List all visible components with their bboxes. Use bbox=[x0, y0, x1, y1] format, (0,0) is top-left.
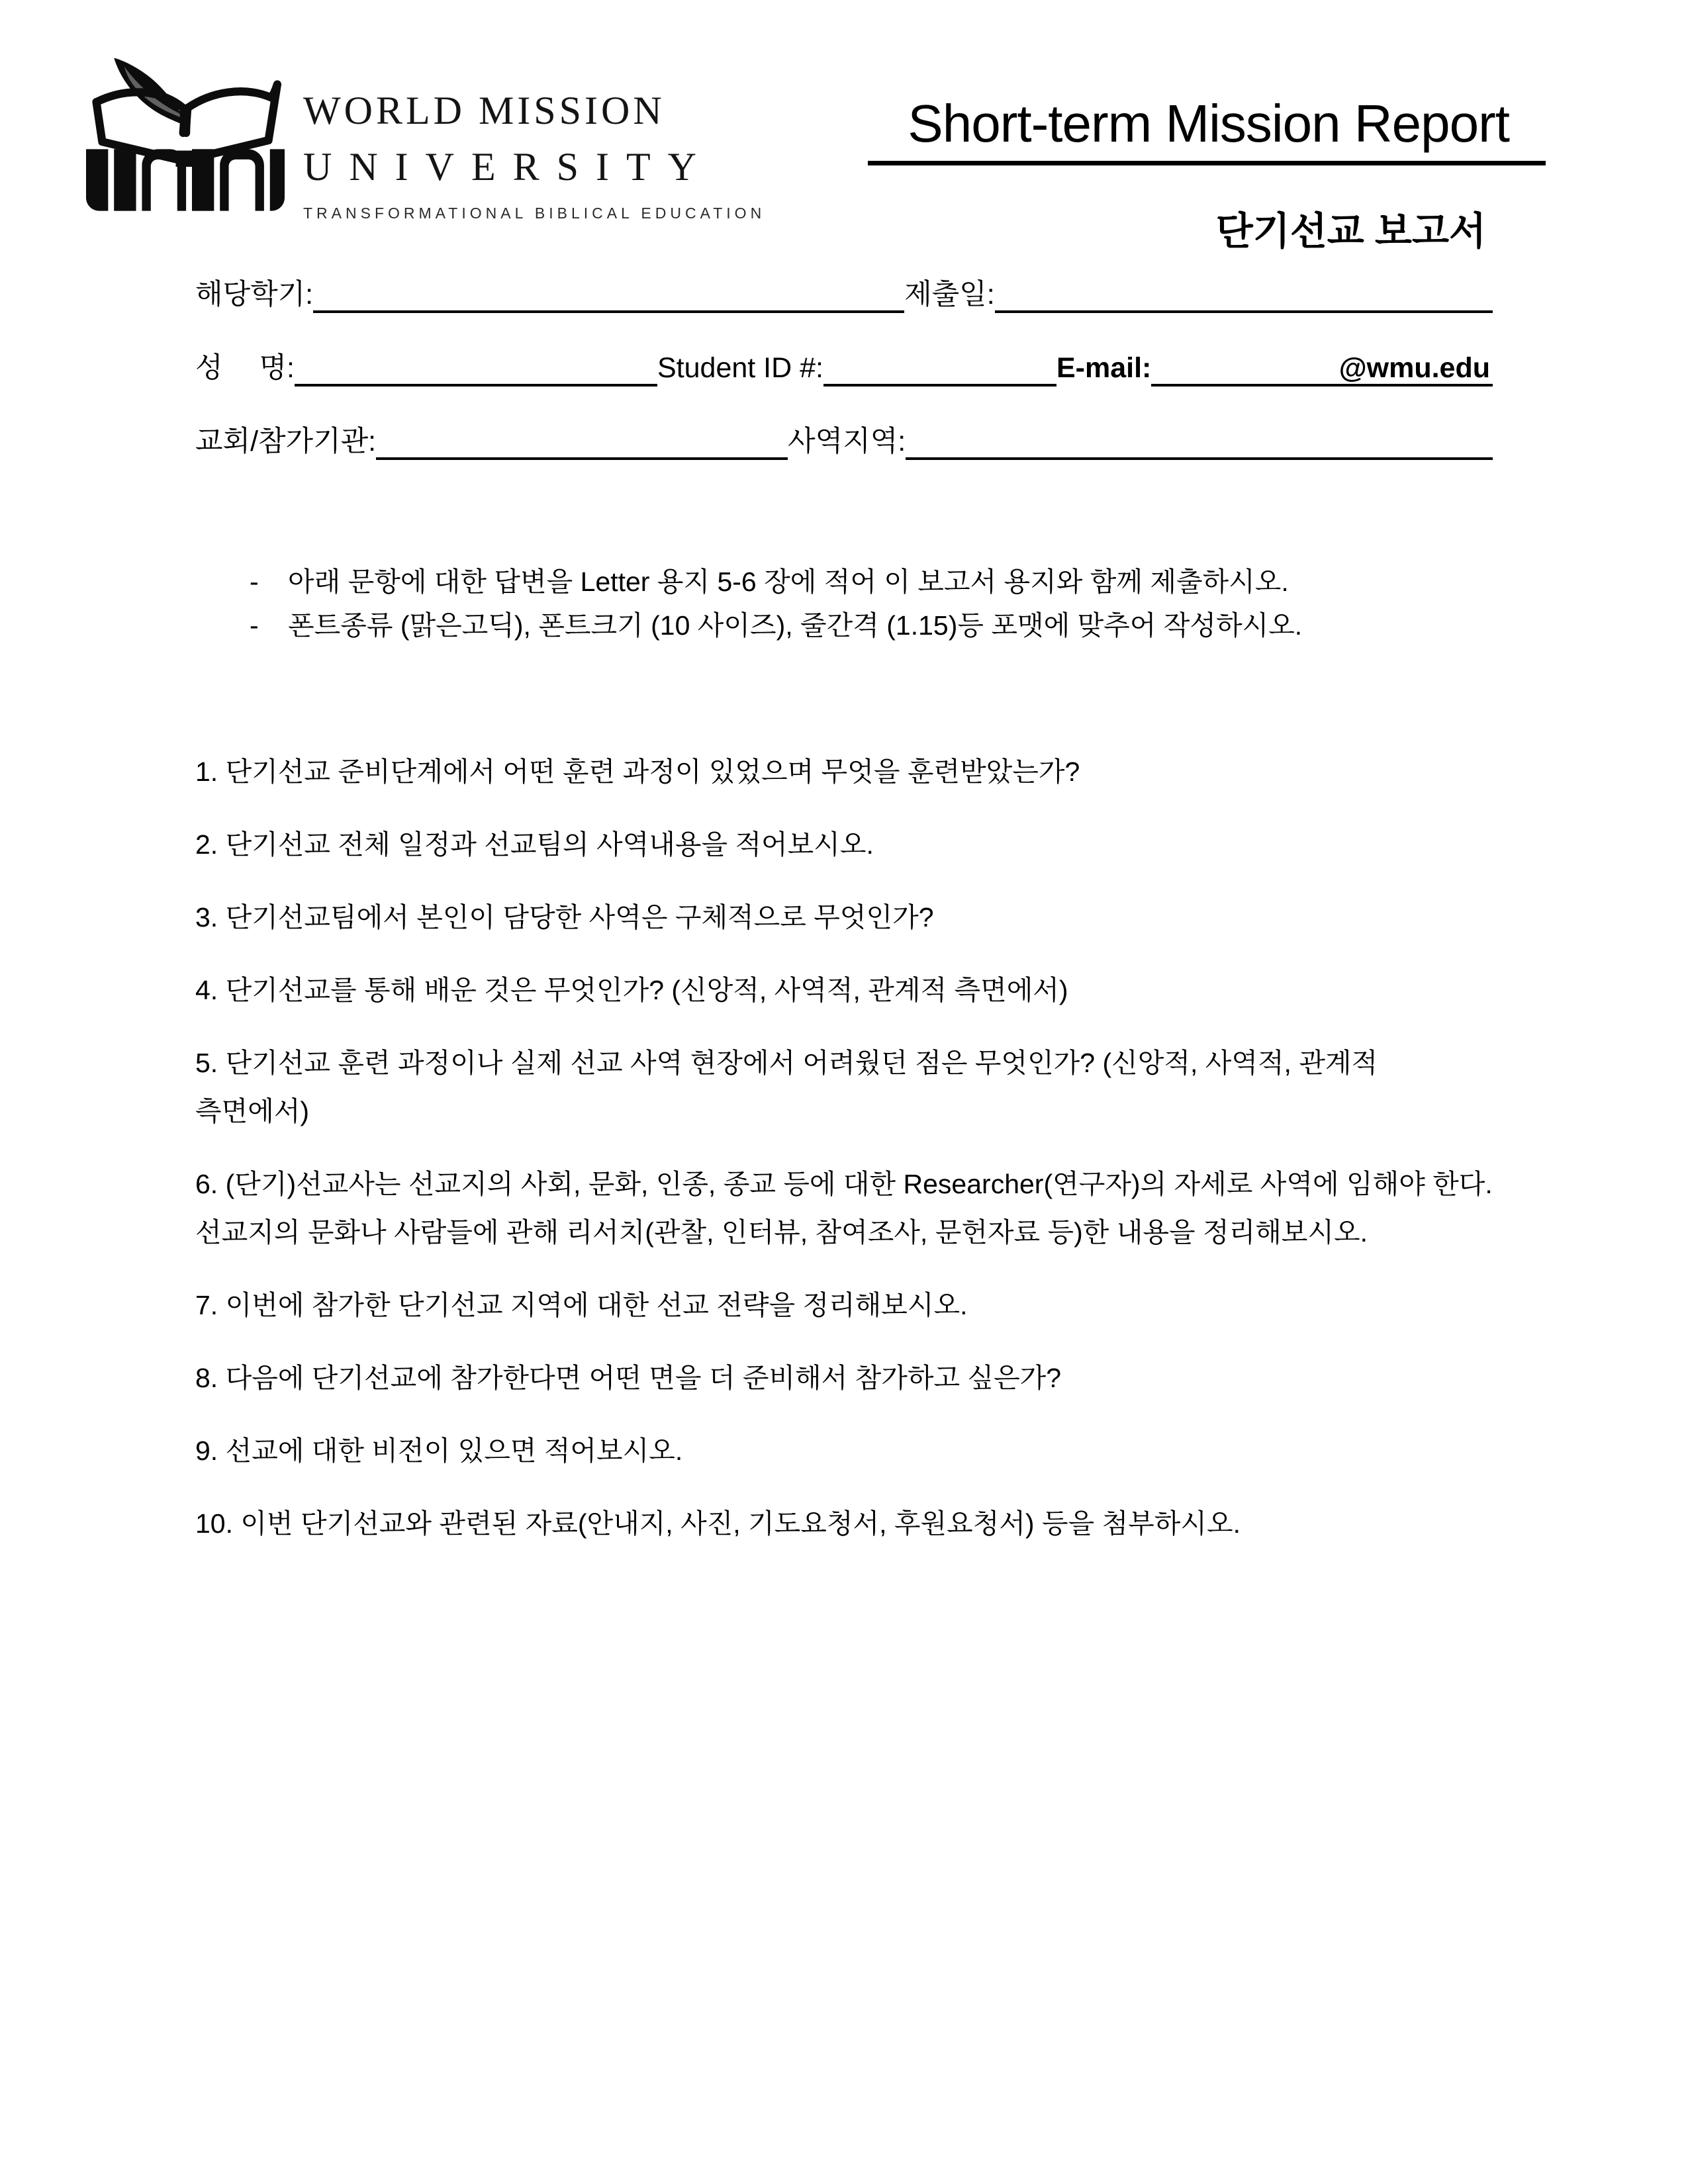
submit-date-field-line bbox=[995, 277, 1493, 313]
row-semester-date bbox=[195, 277, 1493, 313]
email-label: E-mail: bbox=[1056, 352, 1152, 385]
church-field-line bbox=[376, 424, 788, 460]
church-label: 교회/참가기관: bbox=[195, 426, 377, 458]
question-item-10: 10. 이번 단기선교와 관련된 자료(안내지, 사진, 기도요청서, 후원요청서) 등을 첨부하시오. bbox=[195, 1508, 1241, 1539]
submit-date-label: 제출일: bbox=[904, 279, 995, 311]
student-id-field-line bbox=[823, 351, 1056, 387]
instruction-text: 폰트종류 (맑은고딕), 폰트크기 (10 사이즈), 줄간격 (1.15)등 포맷에 맞추어 작성하시오. bbox=[288, 610, 1303, 641]
form-fields bbox=[195, 277, 1493, 460]
dash-bullet-icon: - bbox=[250, 567, 259, 597]
question-list bbox=[195, 748, 1493, 1548]
instruction-item bbox=[250, 561, 1493, 604]
question-item-3: 3. 단기선교팀에서 본인이 담당한 사역은 구체적으로 무엇인가? bbox=[195, 902, 934, 933]
name-field-line bbox=[295, 351, 657, 387]
logo-name-line2: UNIVERSITY bbox=[303, 145, 714, 189]
semester-label: 해당학기: bbox=[195, 279, 314, 311]
logo-name-line1: WORLD MISSION bbox=[303, 89, 665, 132]
question-item-6: 6. (단기)선교사는 선교지의 사회, 문화, 인종, 종교 등에 대한 Researcher(연구자)의 자세로 사역에 임해야 한다. 선교지의 문화나 사람들에 관해 리서치(관찰, 인터뷰, 참여조사, 문헌자료 등)한 내용을 정리해보시오. bbox=[195, 1169, 1493, 1248]
dash-bullet-icon: - bbox=[250, 610, 259, 641]
instruction-text: 아래 문항에 대한 답변을 Letter 용지 5-6 장에 적어 이 보고서 용지와 함께 제출하시오. bbox=[288, 567, 1289, 597]
page-title-english: Short-term Mission Report bbox=[868, 93, 1546, 165]
row-name-id-email bbox=[195, 351, 1493, 387]
open-book-wmu-icon bbox=[86, 56, 285, 211]
title-block bbox=[868, 56, 1546, 255]
email-field-line bbox=[1151, 351, 1493, 387]
semester-field-line bbox=[313, 277, 904, 313]
logo-text bbox=[303, 56, 765, 222]
name-label: 성 명: bbox=[195, 352, 295, 385]
page-header bbox=[86, 56, 1546, 268]
region-field-line bbox=[906, 424, 1493, 460]
email-domain-suffix: @wmu.edu bbox=[1338, 351, 1490, 384]
question-item-9: 9. 선교에 대한 비전이 있으면 적어보시오. bbox=[195, 1435, 683, 1466]
logo-tagline: TRANSFORMATIONAL BIBLICAL EDUCATION bbox=[303, 205, 766, 222]
question-item-4: 4. 단기선교를 통해 배운 것은 무엇인가? (신앙적, 사역적, 관계적 측면에서) bbox=[195, 975, 1068, 1006]
question-item-5: 5. 단기선교 훈련 과정이나 실제 선교 사역 현장에서 어려웠던 점은 무엇인가? (신앙적, 사역적, 관계적 측면에서) bbox=[195, 1048, 1378, 1127]
page-title-korean: 단기선교 보고서 bbox=[1215, 210, 1486, 253]
university-logo bbox=[86, 56, 765, 222]
question-item-2: 2. 단기선교 전체 일정과 선교팀의 사역내용을 적어보시오. bbox=[195, 829, 874, 860]
instruction-item bbox=[250, 604, 1493, 648]
question-item-8: 8. 다음에 단기선교에 참가한다면 어떤 면을 더 준비해서 참가하고 싶은가? bbox=[195, 1362, 1062, 1393]
row-church-region bbox=[195, 424, 1493, 460]
student-id-label: Student ID #: bbox=[657, 352, 823, 385]
region-label: 사역지역: bbox=[788, 426, 906, 458]
question-item-7: 7. 이번에 참가한 단기선교 지역에 대한 선교 전략을 정리해보시오. bbox=[195, 1289, 968, 1320]
question-item-1: 1. 단기선교 준비단계에서 어떤 훈련 과정이 있었으며 무엇을 훈련받았는가? bbox=[195, 756, 1080, 788]
instructions bbox=[195, 561, 1493, 647]
